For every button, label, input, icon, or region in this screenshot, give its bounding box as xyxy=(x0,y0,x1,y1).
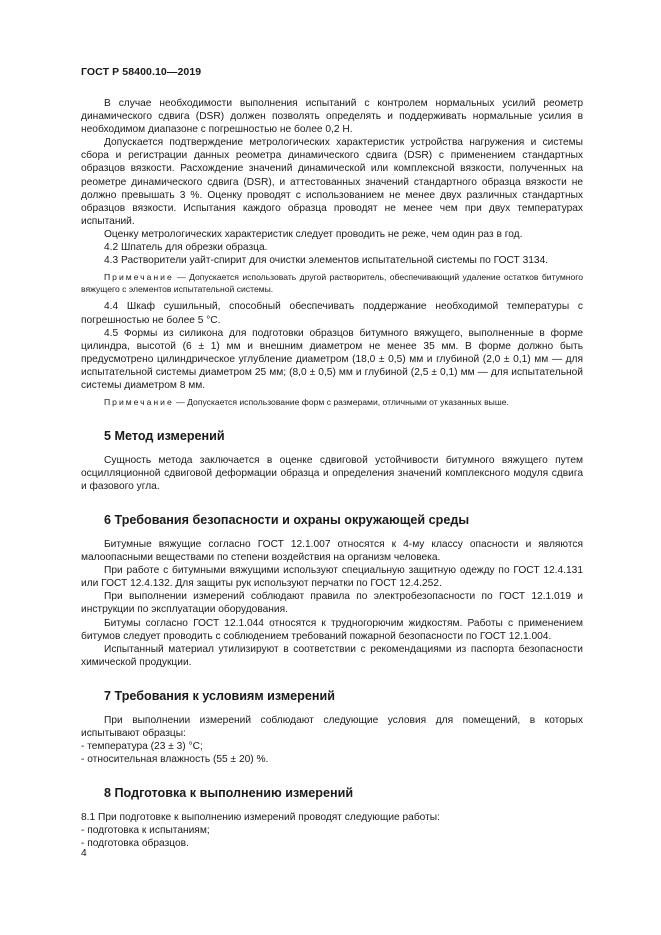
list-item-temperature: - температура (23 ± 3) °С; xyxy=(81,741,203,753)
list-item-sample-preparation: - подготовка образцов. xyxy=(81,838,189,850)
section-6-paragraph-disposal: Испытанный материал утилизируют в соответствии с рекомендациями из паспорта безопасности химической продукции. xyxy=(81,643,583,668)
paragraph-metrology-frequency: Оценку метрологических характеристик следует проводить не реже, чем один раз в год. xyxy=(104,228,523,240)
note-forms xyxy=(81,397,583,409)
section-5-heading: 5 Метод измерений xyxy=(104,428,225,443)
item-4-4: 4.4 Шкаф сушильный, способный обеспечивать поддержание необходимой температуры с погрешностью не более 5 °С. xyxy=(81,301,583,326)
item-8-1: 8.1 При подготовке к выполнению измерений проводят следующие работы: xyxy=(81,812,440,824)
list-item-test-preparation: - подготовка к испытаниям; xyxy=(81,825,210,837)
section-8-heading: 8 Подготовка к выполнению измерений xyxy=(104,786,354,801)
item-4-2: 4.2 Шпатель для обрезки образца. xyxy=(104,242,268,254)
note-text: — Допускается использование форм с размерами, отличными от указанных выше. xyxy=(173,397,509,408)
note-label: Примечание xyxy=(104,397,174,408)
section-7-paragraph: При выполнении измерений соблюдают следующие условия для помещений, в которых испытывают образцы: xyxy=(81,714,583,739)
section-5-paragraph: Сущность метода заключается в оценке сдвиговой устойчивости битумного вяжущего путем осцилляционной сдвиговой деформации образца и определения значений комплексного модуля сдвига и фазового угла. xyxy=(81,454,583,492)
document-code-header: ГОСТ Р 58400.10—2019 xyxy=(81,66,202,78)
section-7-heading: 7 Требования к условиям измерений xyxy=(104,688,335,703)
list-item-humidity: - относительная влажность (55 ± 20) %. xyxy=(81,754,269,766)
section-6-heading: 6 Требования безопасности и охраны окружающей среды xyxy=(104,512,470,527)
item-4-5: 4.5 Формы из силикона для подготовки образцов битумного вяжущего, выполненные в форме цилиндра, высотой (6 ± 1) мм и внешним диаметром не менее 35 мм. В форме должно быть предусмотрено цилиндрическое углубление диаметром (18,0 ± 0,5) мм и глубиной (2,0 ± 0,1) мм — для испытательной системы диаметром 25 мм; (8,0 ± 0,5) мм и глубиной (2,5 ± 0,1) мм — для испытательной системы диаметром 8 мм. xyxy=(81,327,583,391)
paragraph-metrology-confirmation: Допускается подтверждение метрологических характеристик устройства нагружения и системы сбора и регистрации данных реометра динамического сдвига (DSR) с применением стандартных образцов вязкости. Расхождение значений динамической или комплексной вязкости, полученных на реометре динамического сдвига (DSR), и аттестованных значений стандартного образца вязкости не должно превышать 3 %. Оценку проводят с использованием не менее двух различных стандартных образцов вязкости. Испытания каждого образца проводят не менее чем при двух температурах испытаний. xyxy=(81,137,583,227)
section-6-paragraph-hazard-class: Битумные вяжущие согласно ГОСТ 12.1.007 относятся к 4-му классу опасности и являются малоопасными веществами по степени воздействия на организм человека. xyxy=(81,538,583,564)
section-6-paragraph-protective-clothing: При работе с битумными вяжущими используют специальную защитную одежду по ГОСТ 12.4.131 или ГОСТ 12.4.132. Для защиты рук используют перчатки по ГОСТ 12.4.252. xyxy=(81,565,583,590)
section-6-paragraph-electrical-safety: При выполнении измерений соблюдают правила по электробезопасности по ГОСТ 12.1.019 и инструкции по эксплуатации оборудования. xyxy=(81,591,583,616)
page-content xyxy=(81,97,583,851)
section-6-paragraph-fire-safety: Битумы согласно ГОСТ 12.1.044 относятся к трудногорючим жидкостям. Работы с применением битумов следует проводить с соблюдением требований пожарной безопасности по ГОСТ 12.1.004. xyxy=(81,617,583,642)
note-solvent xyxy=(81,272,583,295)
page-number: 4 xyxy=(81,848,87,859)
note-label: Примечание xyxy=(104,272,174,283)
paragraph-dsr-normal-force: В случае необходимости выполнения испытаний с контролем нормальных усилий реометр динамического сдвига (DSR) должен позволять определять и поддерживать нормальные усилия в необходимом диапазоне с погрешностью не более 0,2 Н. xyxy=(81,98,583,136)
note-text: — Допускается использовать другой растворитель, обеспечивающий удаление остатков битумного вяжущего с элементов испытательной системы. xyxy=(81,272,583,294)
item-4-3: 4.3 Растворители уайт-спирит для очистки элементов испытательной системы по ГОСТ 3134. xyxy=(104,255,549,267)
